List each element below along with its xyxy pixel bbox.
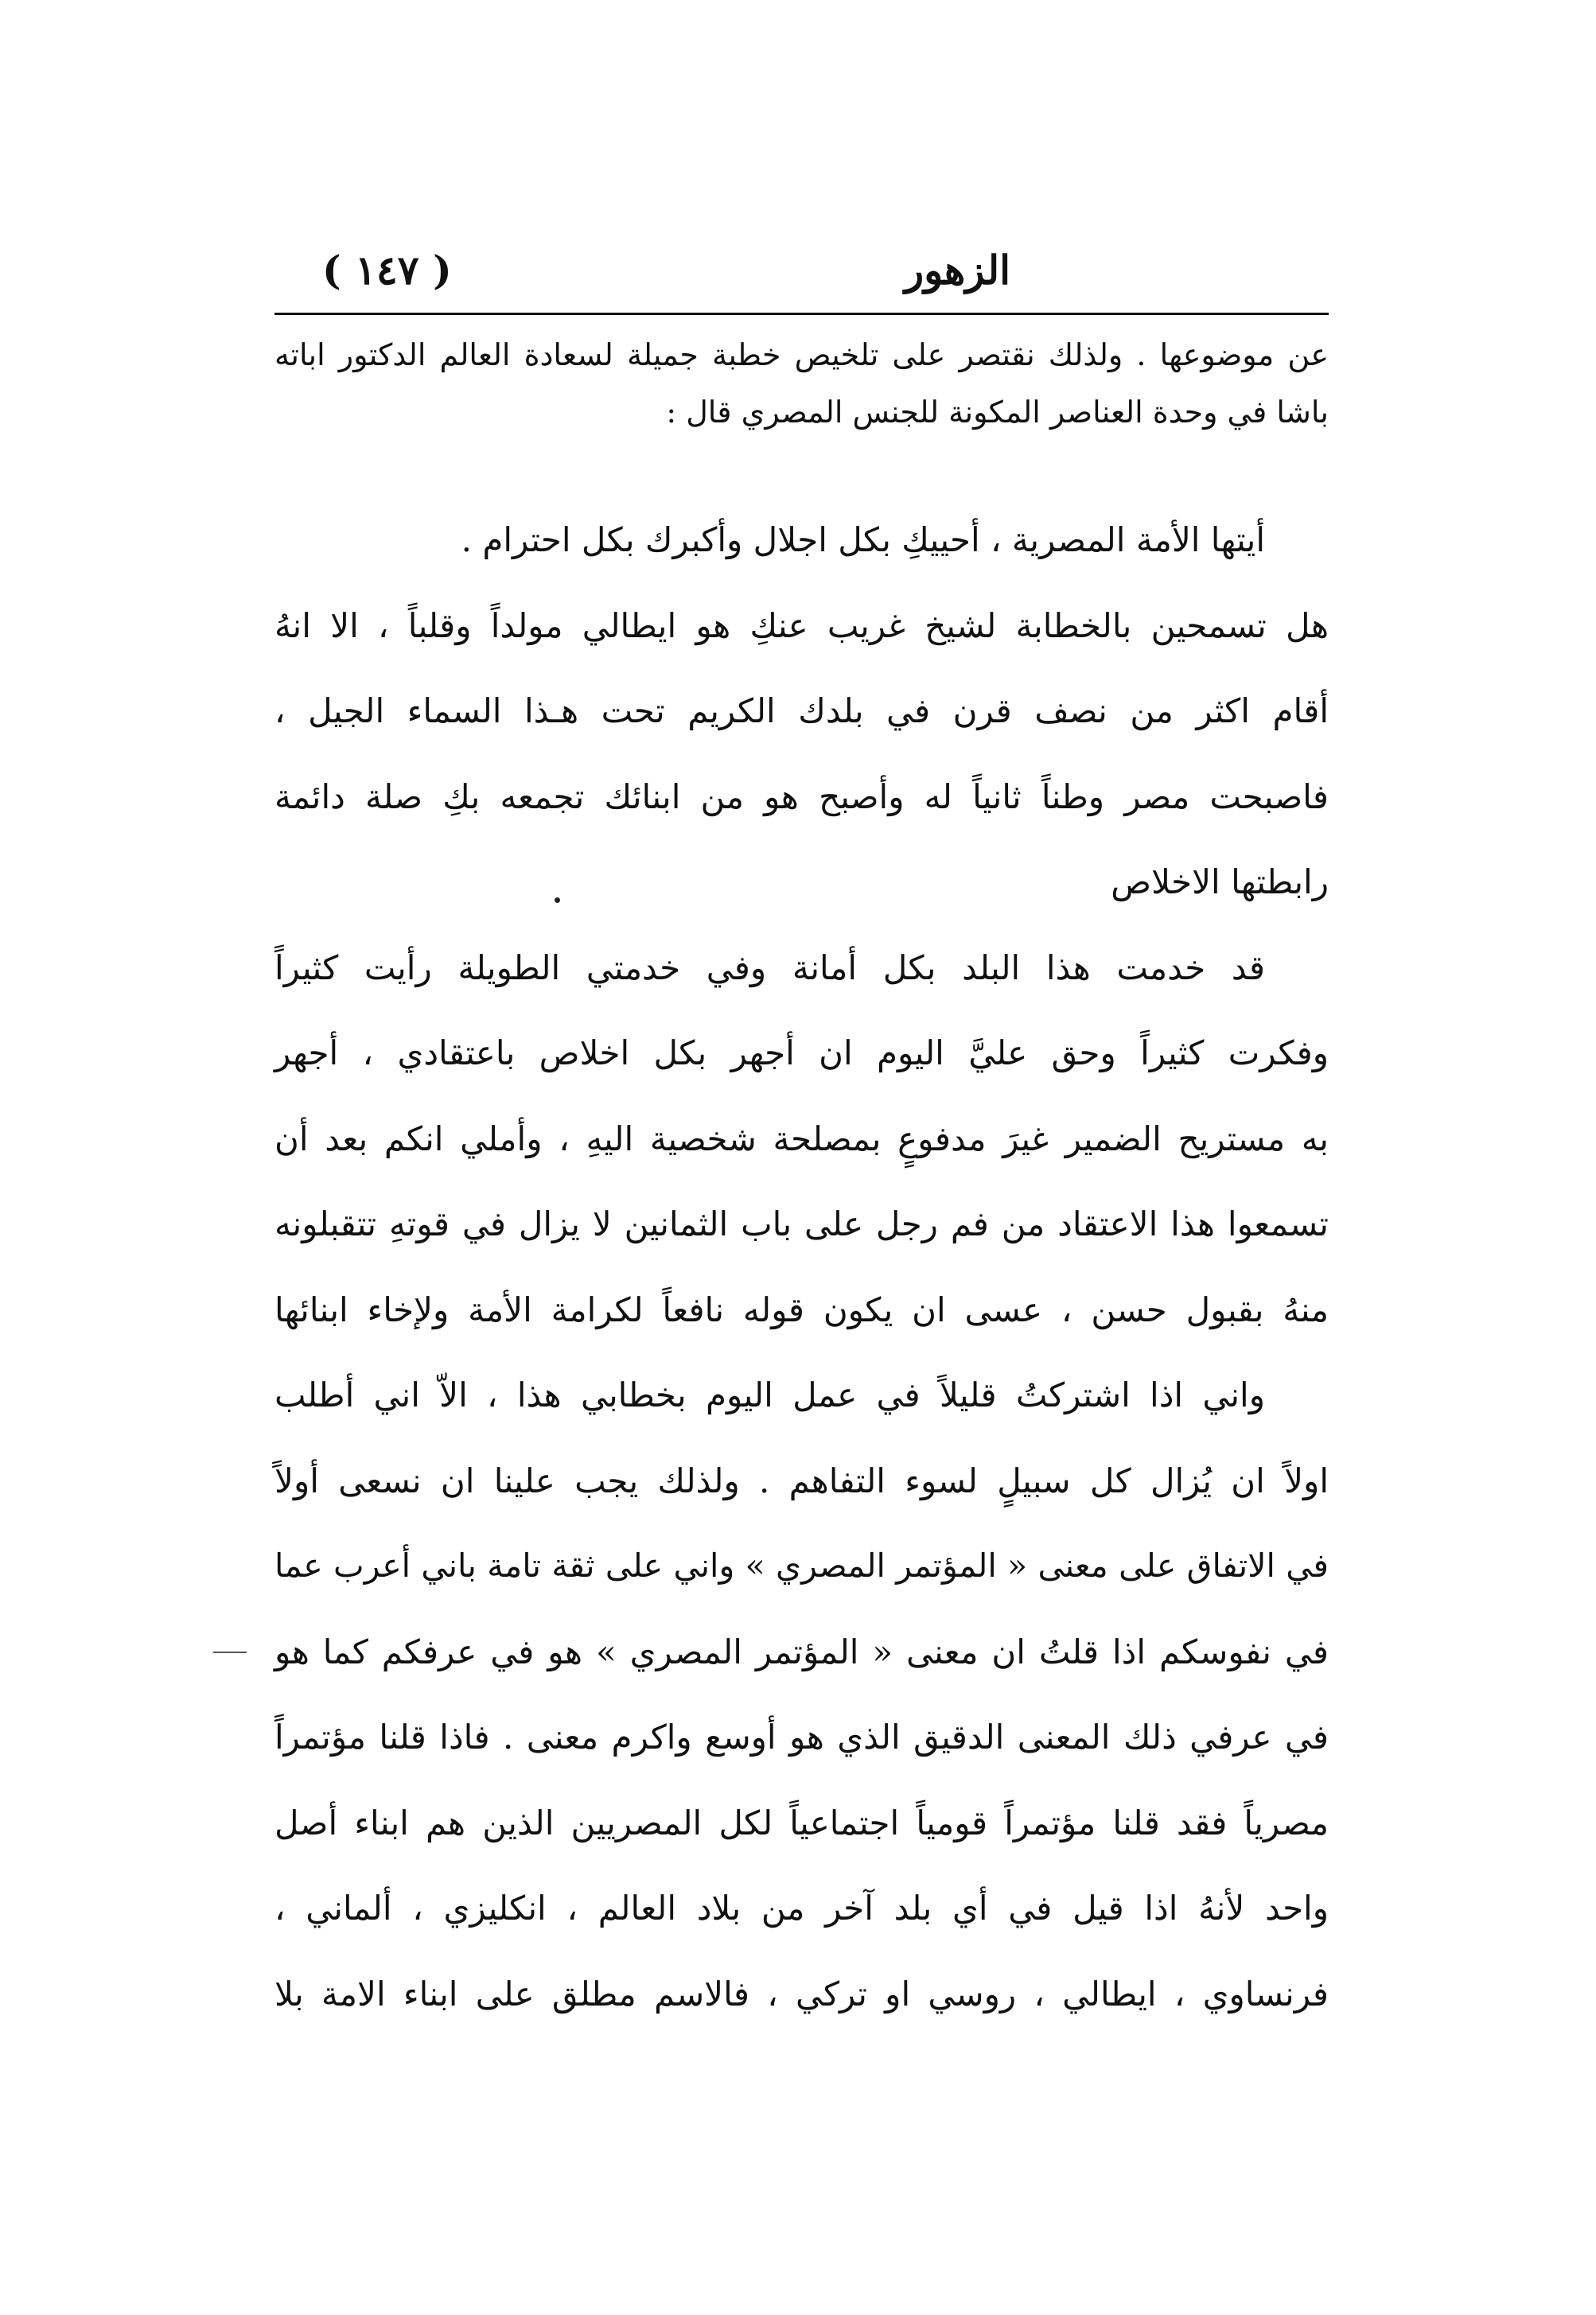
text-line: في عرفي ذلك المعنى الدقيق الذي هو أوسع واكرم معنى . فاذا قلنا مؤتمراً (274, 1718, 1329, 1757)
header-rule (274, 313, 1329, 315)
scan-edge-mark (213, 1652, 247, 1653)
text-line: مصرياً فقد قلنا مؤتمراً قومياً اجتماعياً لكل المصريين الذين هم ابناء أصل (274, 1803, 1329, 1842)
text-line: تسمعوا هذا الاعتقاد من فم رجل على باب الثمانين لا يزال في قوتهِ تتقبلونه (274, 1204, 1329, 1243)
text-line: عن موضوعها . ولذلك نقتصر على تلخيص خطبة جميلة لسعادة العالم الدكتور اباته (274, 337, 1329, 372)
running-title: الزهور (904, 247, 1010, 294)
text-line: فرنساوي ، ايطالي ، روسي او تركي ، فالاسم مطلق على ابناء الامة بلا (274, 1974, 1329, 2013)
text-line: في نفوسكم اذا قلتُ ان معنى « المؤتمر المصري » هو في عرفكم كما هو (274, 1632, 1329, 1671)
page-header (274, 239, 1329, 302)
text-line: وفكرت كثيراً وحق عليَّ اليوم ان أجهر بكل اخلاص باعتقادي ، أجهر (274, 1033, 1329, 1072)
text-line: واحد لأنهُ اذا قيل في أي بلد آخر من بلاد العالم ، انكليزي ، ألماني ، (274, 1889, 1329, 1928)
text-line: فاصبحت مصر وطناً ثانياً له وأصبح هو من ابنائك تجمعه بكِ صلة دائمة (274, 776, 1329, 816)
text-line: منهُ بقبول حسن ، عسى ان يكون قوله نافعاً لكرامة الأمة ولإخاء ابنائها (274, 1290, 1329, 1329)
text-line: به مستريح الضمير غيرَ مدفوعٍ بمصلحة شخصية اليهِ ، وأملي انكم بعد أن (274, 1119, 1329, 1158)
text-line: قد خدمت هذا البلد بكل أمانة وفي خدمتي الطويلة رأيت كثيراً (274, 947, 1265, 987)
page-number: ( ١٤٧ ) (322, 247, 452, 294)
scan-speck (555, 897, 560, 903)
text-line: هل تسمحين بالخطابة لشيخ غريب عنكِ هو ايطالي مولداً وقلباً ، الا انهُ (274, 605, 1329, 645)
intro-paragraph (274, 326, 1329, 441)
text-line: أيتها الأمة المصرية ، أحييكِ بكل اجلال وأكبرك بكل احترام . (461, 520, 1265, 559)
text-line: أقام اكثر من نصف قرن في بلدك الكريم تحت هـذا السماء الجيل ، (274, 691, 1329, 730)
text-line: اولاً ان يُزال كل سبيلٍ لسوء التفاهم . ولذلك يجب علينا ان نسعى أولاً (274, 1461, 1329, 1500)
text-line: واني اذا اشتركتُ قليلاً في عمل اليوم بخطابي هذا ، الاّ اني أطلب (274, 1375, 1265, 1414)
text-line: في الاتفاق على معنى « المؤتمر المصري » واني على ثقة تامة باني أعرب عما (274, 1547, 1329, 1585)
text-line: باشا في وحدة العناصر المكونة للجنس المصري قال : (666, 395, 1329, 430)
speech-body (274, 497, 1329, 2037)
text-line: رابطتها الاخلاص (1111, 862, 1329, 901)
